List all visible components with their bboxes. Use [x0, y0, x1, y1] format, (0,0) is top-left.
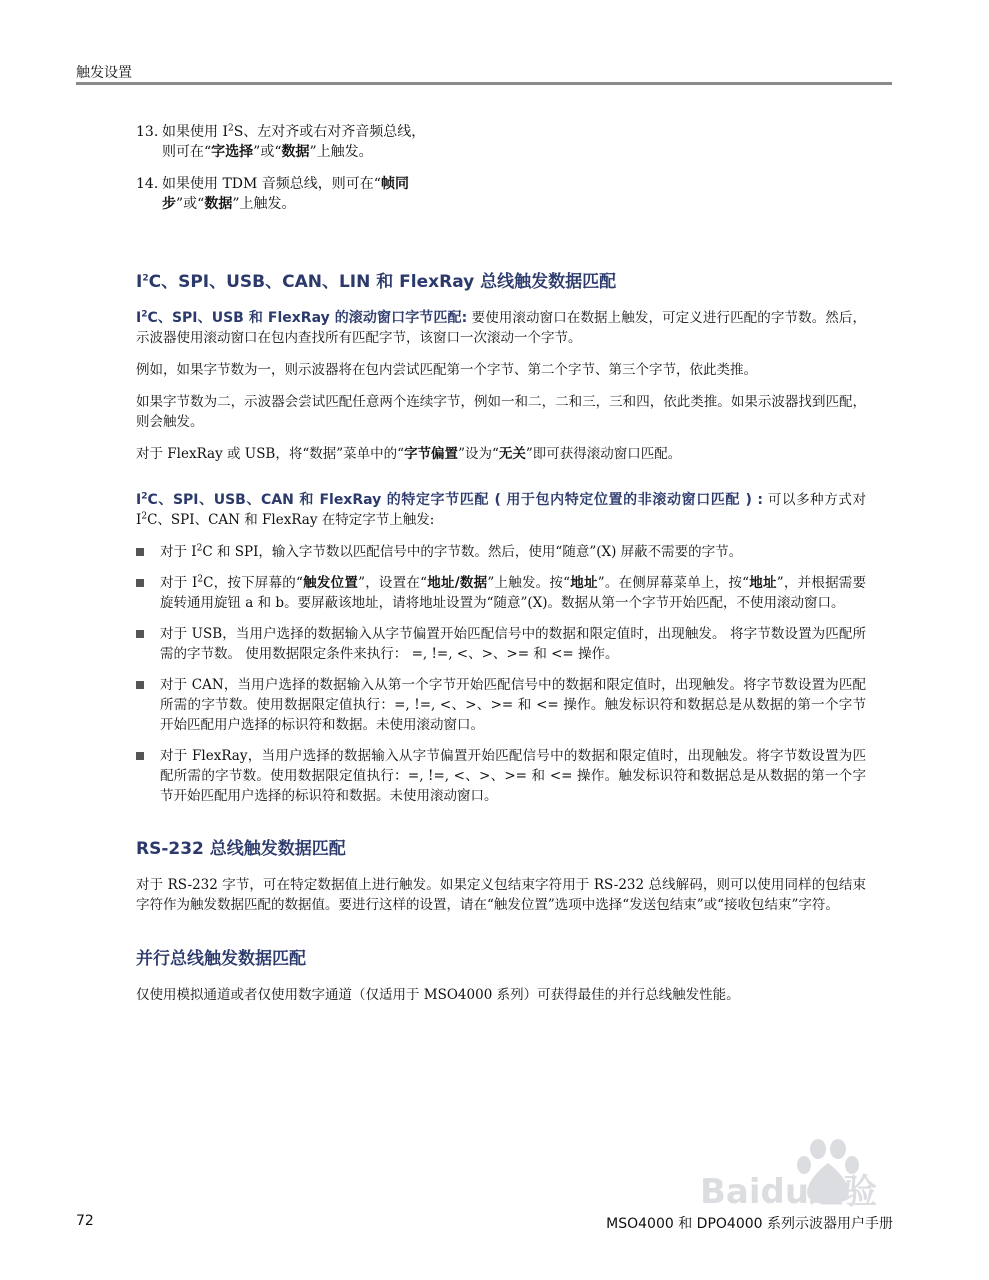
- superscript: 2: [141, 309, 148, 320]
- text-run: ”。在侧屏幕菜单上，按“: [597, 575, 750, 591]
- list-item: [136, 573, 866, 613]
- list-item: [136, 542, 866, 562]
- square-bullet-icon: [136, 579, 144, 587]
- text-run: 可以多种方式对 I: [136, 492, 866, 528]
- ui-term: 字节偏置: [404, 446, 459, 462]
- text-run: ”上触发。: [232, 196, 296, 212]
- page-number: 72: [76, 1213, 94, 1229]
- text-run: ”设为“: [458, 446, 499, 462]
- step-list: [136, 122, 436, 226]
- text-run: ”上触发。按“: [487, 575, 571, 591]
- superscript: 2: [196, 543, 203, 554]
- list-item: [136, 746, 866, 806]
- paragraph: 对于 RS-232 字节，可在特定数据值上进行触发。如果定义包结束字符用于 RS-232 总线解码，则可以使用同样的包结束字符作为触发数据匹配的数据值。要进行这样的设置，请在“触发位置”选项中选择“发送包结束”或“接收包结束”字符。: [136, 877, 866, 913]
- text-run: C、SPI、USB、CAN、LIN 和 FlexRay 总线触发数据匹配: [148, 272, 617, 292]
- page-header-title: 触发设置: [76, 65, 132, 81]
- text-run: ”，并根据需要旋转通用旋钮 a 和 b。要屏蔽该地址，请将地址设置为“随意”(X)。数据从第一个字节开始匹配，不使用滚动窗口。: [160, 575, 867, 611]
- text-run: C、SPI、CAN 和 FlexRay 在特定字节上触发:: [147, 512, 435, 528]
- square-bullet-icon: [136, 548, 144, 556]
- text-run: ”即可获得滚动窗口匹配。: [525, 446, 682, 462]
- section-title-i2c-spi: [136, 270, 866, 294]
- main-content: [136, 270, 866, 1017]
- ui-term: 触发位置: [302, 575, 359, 591]
- section-title-rs232: RS-232 总线触发数据匹配: [136, 839, 346, 859]
- text-run: ”，设置在“: [358, 575, 428, 591]
- paragraph: 例如，如果字节数为一，则示波器将在包内尝试匹配第一个字节、第二个字节、第三个字节，依此类推。: [136, 362, 757, 378]
- ui-term: 字选择: [211, 144, 254, 160]
- text-run: C，按下屏幕的“: [203, 575, 303, 591]
- text-run: I: [136, 492, 142, 508]
- text-run: C、SPI、USB、CAN 和 FlexRay 的特定字节匹配 ( 用于包内特定位置的非滚动窗口匹配 ) :: [147, 492, 763, 508]
- text-run: C 和 SPI，输入字节数以匹配信号中的字节数。然后，使用“随意”(X) 屏蔽不需要的字节。: [202, 544, 743, 560]
- superscript: 2: [141, 511, 148, 522]
- text-run: I: [136, 310, 142, 326]
- text-run: 对于 I: [160, 544, 197, 560]
- text-run: 如果使用 I: [162, 124, 228, 140]
- superscript: 2: [141, 491, 148, 502]
- square-bullet-icon: [136, 752, 144, 760]
- baidu-watermark-logo: [700, 1135, 900, 1225]
- text-run: 要使用滚动窗口在数据上触发，可定义进行匹配的字节数。然后，示波器使用滚动窗口在包内查找所有匹配字节，该窗口一次滚动一个字节。: [136, 310, 867, 346]
- text-run: 如果使用 TDM 音频总线，则可在“: [162, 176, 381, 192]
- bullet-list: [136, 542, 866, 806]
- ui-term: 无关: [498, 446, 526, 462]
- text-run: ”或“: [253, 144, 282, 160]
- text-run: 对于 CAN，当用户选择的数据输入从第一个字节开始匹配信号中的数据和限定值时，出现触发。将字节数设置为匹配所需的字节数。使用数据限定值执行：=, !=, <、>、>= 和 <= 操作。触发标识符和数据总是从数据的第一个字节开始匹配用户选择的标识符和数据。未使用滚动窗口。: [160, 677, 866, 733]
- text-run: 对于 I: [160, 575, 198, 591]
- paragraph: 仅使用模拟通道或者仅使用数字通道（仅适用于 MSO4000 系列）可获得最佳的并行总线触发性能。: [136, 987, 740, 1003]
- step-number: 14.: [136, 176, 159, 192]
- text-run: S、左对齐或右对齐音频总线，则可在“: [162, 124, 426, 160]
- text-run: C、SPI、USB 和 FlexRay 的滚动窗口字节匹配:: [147, 310, 468, 326]
- subheading-specific-byte: [136, 492, 763, 508]
- ui-term: 地址: [570, 575, 598, 591]
- step-text: [162, 122, 436, 162]
- ui-term: 数据: [204, 196, 233, 212]
- superscript: 2: [197, 574, 204, 585]
- step-number: 13.: [136, 124, 159, 140]
- section-title-parallel: 并行总线触发数据匹配: [136, 949, 306, 969]
- paragraph-specific-byte: [136, 490, 866, 530]
- paragraph: 如果字节数为二，示波器会尝试匹配任意两个连续字节，例如一和二，二和三，三和四，依此类推。如果示波器找到匹配，则会触发。: [136, 394, 866, 430]
- superscript: 2: [142, 273, 149, 284]
- text-run: ”或“: [176, 196, 205, 212]
- ui-term: 地址: [749, 575, 777, 591]
- watermark-text: Baidu经验: [700, 1172, 878, 1212]
- paragraph-rolling-window: [136, 308, 866, 348]
- text-run: ”上触发。: [309, 144, 373, 160]
- ui-term: 地址/数据: [427, 575, 488, 591]
- square-bullet-icon: [136, 681, 144, 689]
- text-run: 对于 USB，当用户选择的数据输入从字节偏置开始匹配信号中的数据和限定值时，出现触发。 将字节数设置为匹配所需的字节数。 使用数据限定条件来执行： =, !=, <、>、>= 和 <= 操作。: [160, 626, 866, 662]
- subheading-rolling-window: [136, 310, 467, 326]
- text-run: 对于 FlexRay，当用户选择的数据输入从字节偏置开始匹配信号中的数据和限定值时，出现触发。将字节数设置为匹配所需的字节数。使用数据限定值执行：=, !=, <、>、>= 和 <= 操作。触发标识符和数据总是从数据的第一个字节开始匹配用户选择的标识符和数据。未使用滚动窗口。: [160, 748, 866, 804]
- step-item: [136, 122, 436, 162]
- paragraph: [136, 444, 866, 464]
- superscript: 2: [227, 123, 234, 134]
- step-item: [136, 174, 436, 214]
- step-text: [162, 174, 436, 214]
- manual-title: MSO4000 和 DPO4000 系列示波器用户手册: [606, 1216, 893, 1232]
- list-item: [136, 624, 866, 664]
- square-bullet-icon: [136, 630, 144, 638]
- text-run: 对于 FlexRay 或 USB，将“数据”菜单中的“: [136, 446, 405, 462]
- ui-term: 数据: [281, 144, 310, 160]
- ui-term: 帧同步: [162, 176, 409, 212]
- text-run: I: [136, 272, 143, 292]
- header-divider: [76, 82, 892, 85]
- list-item: [136, 675, 866, 735]
